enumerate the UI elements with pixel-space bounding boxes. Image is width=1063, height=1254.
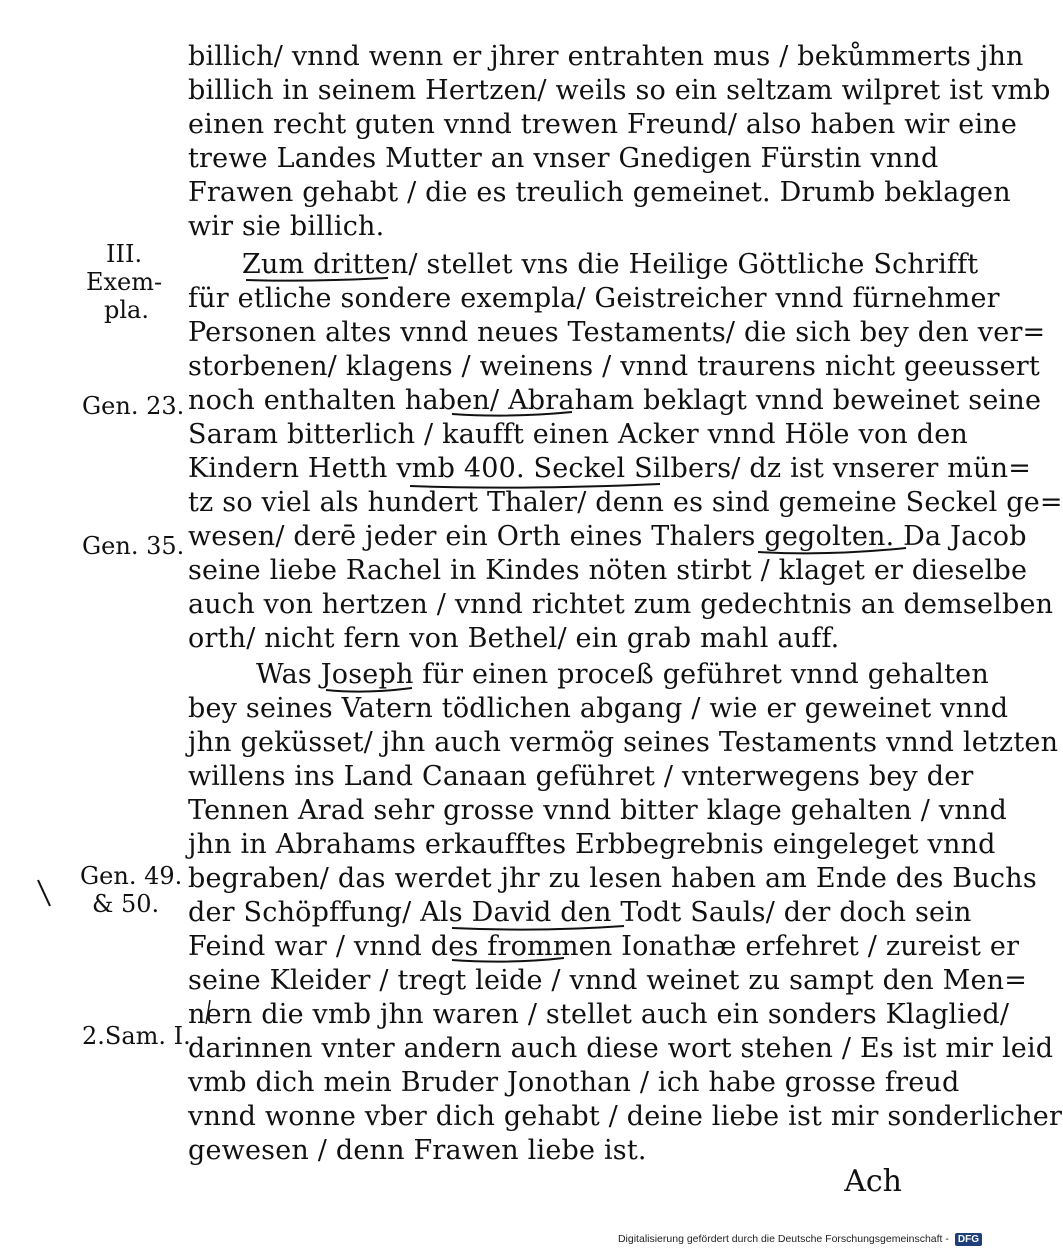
text-line-4: trewe Landes Mutter an vnser Gnedigen Fürstin vnnd bbox=[188, 143, 939, 174]
dfg-logo: DFG bbox=[955, 1233, 982, 1246]
footer-credit: Digitalisierung gefördert durch die Deutsche Forschungsgemeinschaft - bbox=[617, 1233, 949, 1245]
text-line-33: gewesen / denn Frawen liebe ist. bbox=[188, 1135, 647, 1166]
text-line-14: tz so viel als hundert Thaler/ denn es sind gemeine Seckel ge= bbox=[188, 487, 1063, 518]
text-line-12: Saram bitterlich / kaufft einen Acker vnnd Höle von den bbox=[188, 419, 969, 450]
text-line-26: der Schöpffung/ Als David den Todt Sauls/ der doch sein bbox=[188, 897, 972, 928]
margin-ref-gen49: Gen. 49. bbox=[80, 862, 183, 890]
text-line-28: seine Kleider / tregt leide / vnnd weinet zu sampt den Men= bbox=[188, 965, 1028, 996]
text-line-8: für etliche sondere exempla/ Geistreicher vnnd fürnehmer bbox=[188, 283, 1000, 314]
text-line-29: nern die vmb jhn waren / stellet auch ein sonders Klaglied/ bbox=[188, 999, 1010, 1030]
text-line-31: vmb dich mein Bruder Jonothan / ich habe grosse freud bbox=[188, 1067, 960, 1098]
margin-section-label-2: pla. bbox=[104, 296, 149, 324]
text-line-27: Feind war / vnnd des frommen Ionathæ erfehret / zureist er bbox=[188, 931, 1020, 962]
text-line-3: einen recht guten vnnd trewen Freund/ also haben wir eine bbox=[188, 109, 1018, 140]
text-line-20: bey seines Vatern tödlichen abgang / wie er geweinet vnnd bbox=[188, 693, 1009, 724]
text-line-24: jhn in Abrahams erkaufftes Erbbegrebnis eingeleget vnnd bbox=[188, 829, 996, 860]
margin-section-number: III. bbox=[106, 240, 143, 268]
text-line-7: Zum dritten/ stellet vns die Heilige Göttliche Schrifft bbox=[242, 249, 979, 280]
text-line-30: darinnen vnter andern auch diese wort stehen / Es ist mir leid bbox=[188, 1033, 1054, 1064]
text-line-10: storbenen/ klagens / weinens / vnnd traurens nicht geeussert bbox=[188, 351, 1040, 382]
text-line-19: Was Joseph für einen proceß geführet vnnd gehalten bbox=[256, 659, 989, 690]
catchword: Ach bbox=[844, 1164, 902, 1199]
text-line-5: Frawen gehabt / die es treulich gemeinet. Drumb beklagen bbox=[188, 177, 1011, 208]
text-line-17: auch von hertzen / vnnd richtet zum gedechtnis an demselben bbox=[188, 589, 1054, 620]
text-line-18: orth/ nicht fern von Bethel/ ein grab mahl auff. bbox=[188, 623, 840, 654]
margin-ref-gen23: Gen. 23. bbox=[82, 392, 185, 420]
text-line-13: Kindern Hetth vmb 400. Seckel Silbers/ dz ist vnserer mün= bbox=[188, 453, 1032, 484]
text-line-25: begraben/ das werdet jhr zu lesen haben am Ende des Buchs bbox=[188, 863, 1037, 894]
text-line-22: willens ins Land Canaan geführet / vnterwegens bey der bbox=[188, 761, 974, 792]
margin-section-label-1: Exem- bbox=[86, 268, 163, 296]
text-line-6: wir sie billich. bbox=[188, 211, 385, 242]
text-line-2: billich in seinem Hertzen/ weils so ein seltzam wilpret ist vmb bbox=[188, 75, 1051, 106]
text-line-15: wesen/ derē jeder ein Orth eines Thalers gegolten. Da Jacob bbox=[188, 521, 1027, 552]
text-line-9: Personen altes vnnd neues Testaments/ die sich bey den ver= bbox=[188, 317, 1046, 348]
text-line-11: noch enthalten haben/ Abraham beklagt vnnd beweinet seine bbox=[188, 385, 1042, 416]
text-line-23: Tennen Arad sehr grosse vnnd bitter klage gehalten / vnnd bbox=[188, 795, 1007, 826]
text-line-1: billich/ vnnd wenn er jhrer entrahten mus / bekůmmerts jhn bbox=[188, 41, 1024, 72]
text-line-16: seine liebe Rachel in Kindes nöten stirbt / klaget er dieselbe bbox=[188, 555, 1028, 586]
digitization-footer bbox=[618, 1230, 982, 1248]
text-line-32: vnnd wonne vber dich gehabt / deine liebe ist mir sonderlicher bbox=[188, 1101, 1063, 1132]
margin-ref-gen35: Gen. 35. bbox=[82, 532, 185, 560]
margin-ref-2sam: 2.Sam. I. bbox=[82, 1022, 191, 1050]
text-line-21: jhn geküsset/ jhn auch vermög seines Testaments vnnd letzten bbox=[188, 727, 1059, 758]
margin-ref-gen50: & 50. bbox=[92, 890, 160, 918]
